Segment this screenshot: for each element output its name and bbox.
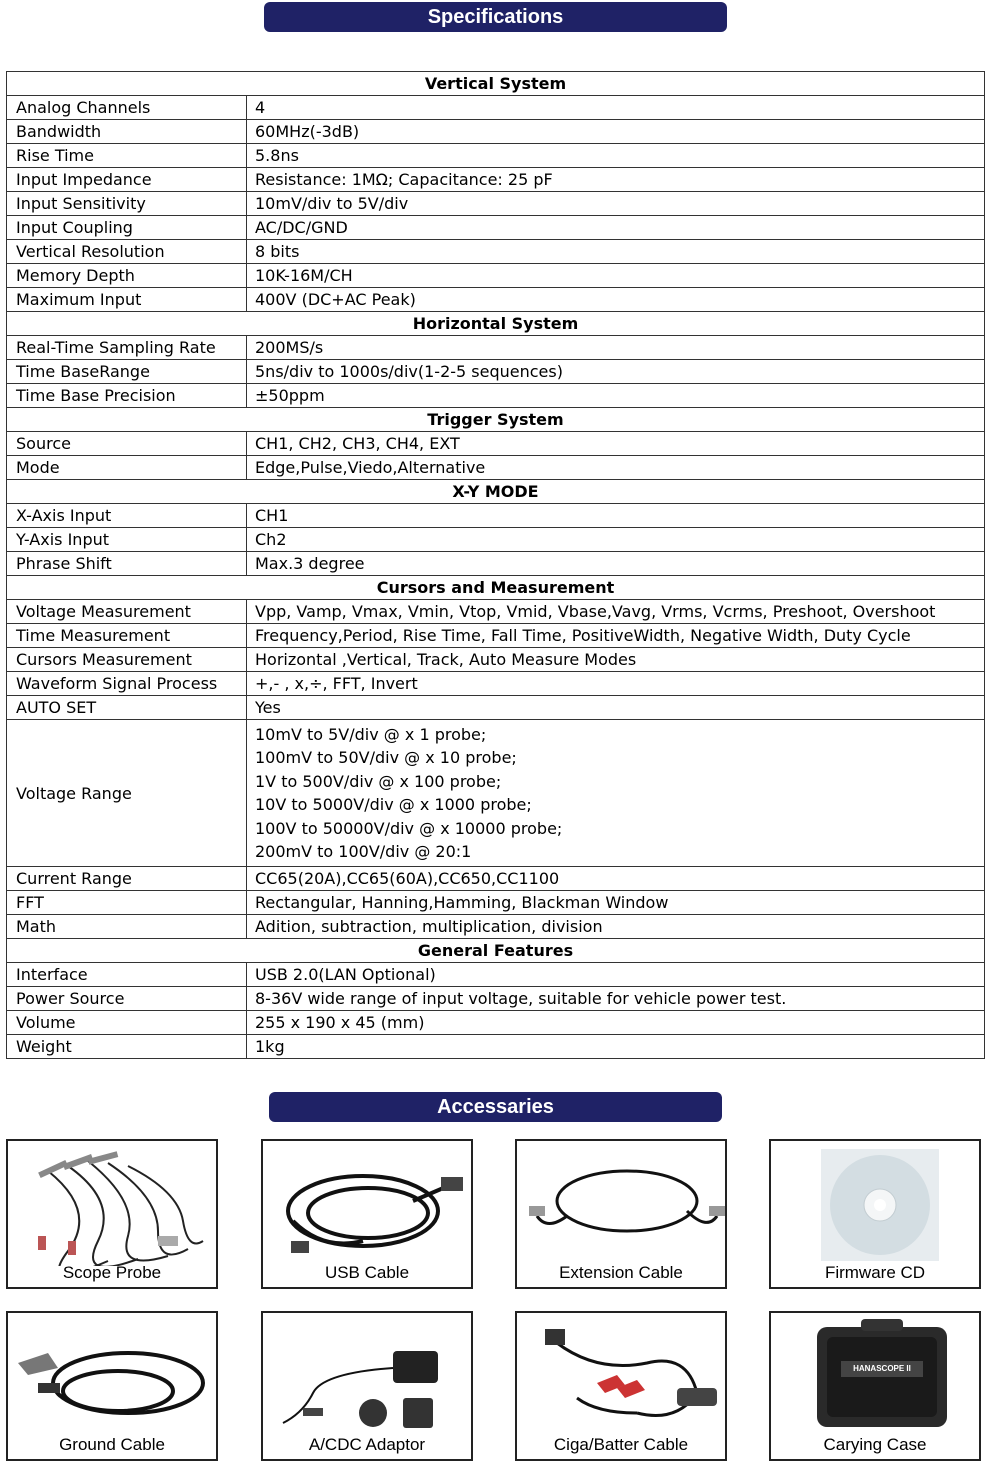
- spec-label: Power Source: [7, 987, 247, 1011]
- section-title: Vertical System: [7, 72, 985, 96]
- scope-probe-icon: [8, 1141, 216, 1266]
- spec-value: ±50ppm: [247, 384, 985, 408]
- spec-value: Resistance: 1MΩ; Capacitance: 25 pF: [247, 168, 985, 192]
- spec-label: Time Measurement: [7, 624, 247, 648]
- spec-row-auto-set: [7, 696, 985, 720]
- spec-row-analog-channels: [7, 96, 985, 120]
- spec-value: Max.3 degree: [247, 552, 985, 576]
- spec-label: Input Sensitivity: [7, 192, 247, 216]
- spec-row-time-baserange: [7, 360, 985, 384]
- spec-value: CC65(20A),CC65(60A),CC650,CC1100: [247, 867, 985, 891]
- spec-label: Interface: [7, 963, 247, 987]
- adaptor-icon: [263, 1313, 471, 1438]
- accessories-heading: Accessaries: [269, 1092, 722, 1122]
- spec-row-y-axis-input: [7, 528, 985, 552]
- spec-value: Yes: [247, 696, 985, 720]
- section-header-vertical-system: [7, 72, 985, 96]
- spec-label: Math: [7, 915, 247, 939]
- spec-row-phrase-shift: [7, 552, 985, 576]
- spec-value-line: 10mV to 5V/div @ x 1 probe;: [255, 724, 487, 744]
- accessory-card-usb-cable: [261, 1139, 473, 1289]
- spec-row-memory-depth: [7, 264, 985, 288]
- spec-label: Source: [7, 432, 247, 456]
- spec-label: Phrase Shift: [7, 552, 247, 576]
- spec-row-input-coupling: [7, 216, 985, 240]
- accessory-caption: Ciga/Batter Cable: [553, 1435, 689, 1454]
- spec-label: Mode: [7, 456, 247, 480]
- spec-row-voltage-measurement: [7, 600, 985, 624]
- section-title: Cursors and Measurement: [7, 576, 985, 600]
- spec-label: Voltage Range: [7, 720, 247, 867]
- spec-row-interface: [7, 963, 985, 987]
- spec-label: AUTO SET: [7, 696, 247, 720]
- spec-row-bandwidth: [7, 120, 985, 144]
- spec-label: Vertical Resolution: [7, 240, 247, 264]
- accessory-card-ciga-batter-cable: [515, 1311, 727, 1461]
- spec-label: Y-Axis Input: [7, 528, 247, 552]
- accessory-caption: Carying Case: [823, 1435, 927, 1454]
- spec-row-weight: [7, 1035, 985, 1059]
- spec-label: Time Base Precision: [7, 384, 247, 408]
- spec-value: 200MS/s: [247, 336, 985, 360]
- spec-row-time-base-precision: [7, 384, 985, 408]
- spec-value: USB 2.0(LAN Optional): [247, 963, 985, 987]
- spec-row-x-axis-input: [7, 504, 985, 528]
- spec-label: Cursors Measurement: [7, 648, 247, 672]
- spec-value: [247, 720, 985, 867]
- spec-value: Adition, subtraction, multiplication, division: [247, 915, 985, 939]
- spec-label: Time BaseRange: [7, 360, 247, 384]
- spec-value: Frequency,Period, Rise Time, Fall Time, PositiveWidth, Negative Width, Duty Cycle: [247, 624, 985, 648]
- accessory-card-carying-case: [769, 1311, 981, 1461]
- accessory-card-extension-cable: [515, 1139, 727, 1289]
- spec-label: X-Axis Input: [7, 504, 247, 528]
- spec-value: 5ns/div to 1000s/div(1-2-5 sequences): [247, 360, 985, 384]
- section-header-horizontal-system: [7, 312, 985, 336]
- spec-value: 60MHz(-3dB): [247, 120, 985, 144]
- spec-value: Ch2: [247, 528, 985, 552]
- accessory-caption: USB Cable: [324, 1263, 410, 1282]
- spec-row-vertical-resolution: [7, 240, 985, 264]
- spec-value: AC/DC/GND: [247, 216, 985, 240]
- spec-value-line: 100V to 50000V/div @ x 10000 probe;: [255, 818, 563, 838]
- section-title: Horizontal System: [7, 312, 985, 336]
- spec-row-source: [7, 432, 985, 456]
- spec-value: 8-36V wide range of input voltage, suitable for vehicle power test.: [247, 987, 985, 1011]
- accessory-caption: Scope Probe: [62, 1263, 162, 1282]
- cd-icon: [771, 1141, 979, 1266]
- accessory-caption: Extension Cable: [559, 1263, 683, 1282]
- spec-value-line: 100mV to 50V/div @ x 10 probe;: [255, 748, 517, 767]
- accessory-caption: Firmware CD: [824, 1263, 926, 1282]
- spec-row-input-impedance: [7, 168, 985, 192]
- spec-value: Horizontal ,Vertical, Track, Auto Measure Modes: [247, 648, 985, 672]
- accessories-grid: [6, 1139, 986, 1469]
- spec-label: Volume: [7, 1011, 247, 1035]
- spec-value-line: 200mV to 100V/div @ 20:1: [255, 842, 472, 861]
- spec-label: Analog Channels: [7, 96, 247, 120]
- spec-value: 400V (DC+AC Peak): [247, 288, 985, 312]
- section-title: General Features: [7, 939, 985, 963]
- spec-value: Rectangular, Hanning,Hamming, Blackman Window: [247, 891, 985, 915]
- spec-value: 10K-16M/CH: [247, 264, 985, 288]
- spec-label: Maximum Input: [7, 288, 247, 312]
- spec-value: +,- , x,÷, FFT, Invert: [247, 672, 985, 696]
- spec-row-input-sensitivity: [7, 192, 985, 216]
- spec-label: Real-Time Sampling Rate: [7, 336, 247, 360]
- spec-value: 10mV/div to 5V/div: [247, 192, 985, 216]
- spec-value: 5.8ns: [247, 144, 985, 168]
- spec-row-maximum-input: [7, 288, 985, 312]
- spec-value: Vpp, Vamp, Vmax, Vmin, Vtop, Vmid, Vbase,Vavg, Vrms, Vcrms, Preshoot, Overshoot: [247, 600, 985, 624]
- spec-value: 4: [247, 96, 985, 120]
- spec-row-fft: [7, 891, 985, 915]
- section-title: X-Y MODE: [7, 480, 985, 504]
- spec-value: 255 x 190 x 45 (mm): [247, 1011, 985, 1035]
- specifications-heading: Specifications: [264, 2, 727, 32]
- spec-row-math: [7, 915, 985, 939]
- extension-cable-icon: [517, 1141, 725, 1266]
- spec-value: 8 bits: [247, 240, 985, 264]
- spec-row-volume: [7, 1011, 985, 1035]
- spec-label: Waveform Signal Process: [7, 672, 247, 696]
- spec-value: Edge,Pulse,Viedo,Alternative: [247, 456, 985, 480]
- spec-label: FFT: [7, 891, 247, 915]
- spec-label: Input Coupling: [7, 216, 247, 240]
- usb-cable-icon: [263, 1141, 471, 1266]
- accessory-caption: A/CDC Adaptor: [308, 1435, 426, 1454]
- section-header-trigger-system: [7, 408, 985, 432]
- spec-row-power-source: [7, 987, 985, 1011]
- accessory-card-scope-probe: [6, 1139, 218, 1289]
- spec-label: Bandwidth: [7, 120, 247, 144]
- spec-label: Voltage Measurement: [7, 600, 247, 624]
- spec-label: Memory Depth: [7, 264, 247, 288]
- spec-label: Rise Time: [7, 144, 247, 168]
- spec-value: CH1: [247, 504, 985, 528]
- accessory-card-firmware-cd: [769, 1139, 981, 1289]
- accessory-card-ground-cable: [6, 1311, 218, 1461]
- spec-row-rise-time: [7, 144, 985, 168]
- ground-cable-icon: [8, 1313, 216, 1438]
- spec-value-line: 10V to 5000V/div @ x 1000 probe;: [255, 795, 532, 814]
- spec-row-time-measurement: [7, 624, 985, 648]
- spec-label: Input Impedance: [7, 168, 247, 192]
- section-header-cursors-and-measurement: [7, 576, 985, 600]
- spec-value-line: 1V to 500V/div @ x 100 probe;: [255, 771, 502, 791]
- spec-row-cursors-measurement: [7, 648, 985, 672]
- spec-row-voltage-range: [7, 720, 985, 867]
- spec-row-current-range: [7, 867, 985, 891]
- cigarette-cable-icon: [517, 1313, 725, 1438]
- spec-value: 1kg: [247, 1035, 985, 1059]
- spec-label: Weight: [7, 1035, 247, 1059]
- section-title: Trigger System: [7, 408, 985, 432]
- accessory-caption: Ground Cable: [59, 1435, 165, 1454]
- section-header-x-y-mode: [7, 480, 985, 504]
- spec-row-mode: [7, 456, 985, 480]
- section-header-general-features: [7, 939, 985, 963]
- spec-row-real-time-sampling-rate: [7, 336, 985, 360]
- accessory-card-a-cdc-adaptor: [261, 1311, 473, 1461]
- spec-value: CH1, CH2, CH3, CH4, EXT: [247, 432, 985, 456]
- spec-row-waveform-signal-process: [7, 672, 985, 696]
- specifications-table: [6, 71, 985, 1059]
- case-logo-text: HANASCOPE II: [853, 1364, 911, 1373]
- spec-label: Current Range: [7, 867, 247, 891]
